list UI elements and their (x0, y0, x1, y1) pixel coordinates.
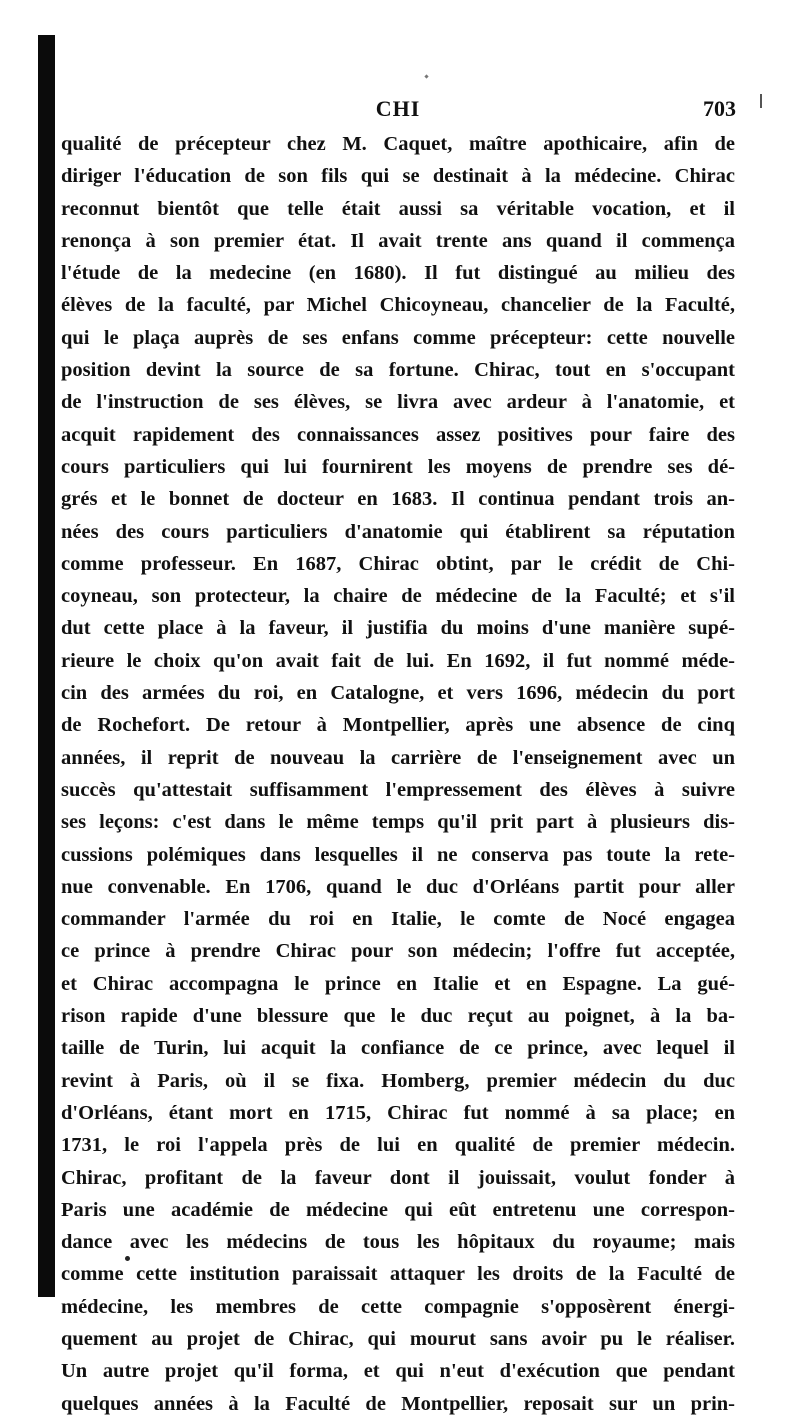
page-header (60, 96, 736, 126)
print-speck (424, 74, 428, 78)
text-line: élèves de la faculté, par Michel Chicoyneau, chancelier de la Faculté, (61, 294, 735, 317)
text-line: nue convenable. En 1706, quand le duc d'Orléans partit pour aller (61, 875, 735, 898)
text-line: commander l'armée du roi en Italie, le comte de Nocé engagea (61, 908, 735, 931)
text-line: acquit rapidement des connaissances assez positives pour faire des (61, 423, 735, 446)
text-line: dance avec les médecins de tous les hôpitaux du royaume; mais (61, 1231, 735, 1254)
text-line: rison rapide d'une blessure que le duc reçut au poignet, à la ba- (61, 1005, 735, 1028)
text-line: succès qu'attestait suffisamment l'empressement des élèves à suivre (61, 778, 735, 801)
text-line: cin des armées du roi, en Catalogne, et vers 1696, médecin du port (61, 682, 735, 705)
text-line: de Rochefort. De retour à Montpellier, après une absence de cinq (61, 714, 735, 737)
running-head: CHI (375, 96, 421, 121)
binding-edge (38, 35, 55, 1297)
text-line: ses leçons: c'est dans le même temps qu'il prit part à plusieurs dis- (61, 811, 735, 834)
text-line: cours particuliers qui lui fournirent les moyens de prendre ses dé- (61, 455, 735, 478)
text-line: cussions polémiques dans lesquelles il ne conserva pas toute la rete- (61, 843, 735, 866)
text-line: quelques années à la Faculté de Montpellier, reposait sur un prin- (61, 1392, 735, 1415)
text-line: comme cette institution paraissait attaquer les droits de la Faculté de (61, 1263, 735, 1286)
text-line: taille de Turin, lui acquit la confiance de ce prince, avec lequel il (61, 1037, 735, 1060)
text-line: Paris une académie de médecine qui eût entretenu une correspon- (61, 1198, 735, 1221)
text-line: dut cette place à la faveur, il justifia du moins d'une manière supé- (61, 617, 735, 640)
text-line: Chirac, profitant de la faveur dont il jouissait, voulut fonder à (61, 1166, 735, 1189)
text-line: d'Orléans, étant mort en 1715, Chirac fut nommé à sa place; en (61, 1101, 735, 1124)
text-line: qui le plaça auprès de ses enfans comme précepteur: cette nouvelle (61, 326, 735, 349)
text-line: nées des cours particuliers d'anatomie qui établirent sa réputation (61, 520, 735, 543)
text-line: comme professeur. En 1687, Chirac obtint, par le crédit de Chi- (61, 552, 735, 575)
text-line: années, il reprit de nouveau la carrière de l'enseignement avec un (61, 746, 735, 769)
text-line: et Chirac accompagna le prince en Italie et en Espagne. La gué- (61, 972, 735, 995)
margin-mark (760, 94, 762, 108)
text-line: position devint la source de sa fortune. Chirac, tout en s'occupant (61, 359, 735, 382)
text-line: renonça à son premier état. Il avait trente ans quand il commença (61, 229, 735, 252)
text-line: médecine, les membres de cette compagnie s'opposèrent énergi- (61, 1295, 735, 1318)
text-line: diriger l'éducation de son fils qui se destinait à la médecine. Chirac (61, 165, 735, 188)
text-line: qualité de précepteur chez M. Caquet, maître apothicaire, afin de (61, 133, 735, 155)
text-line: grés et le bonnet de docteur en 1683. Il continua pendant trois an- (61, 488, 735, 511)
text-line: revint à Paris, où il se fixa. Homberg, premier médecin du duc (61, 1069, 735, 1092)
body-text (61, 128, 735, 1420)
text-line: reconnut bientôt que telle était aussi sa véritable vocation, et il (61, 197, 735, 220)
text-line: rieure le choix qu'on avait fait de lui. En 1692, il fut nommé méde- (61, 649, 735, 672)
text-line: Un autre projet qu'il forma, et qui n'eut d'exécution que pendant (61, 1360, 735, 1383)
page-number: 703 (703, 96, 736, 121)
text-line: de l'instruction de ses élèves, se livra avec ardeur à l'anatomie, et (61, 391, 735, 414)
text-line: quement au projet de Chirac, qui mourut sans avoir pu le réaliser. (61, 1327, 735, 1350)
ink-dot (125, 1256, 130, 1261)
text-line: 1731, le roi l'appela près de lui en qualité de premier médecin. (61, 1134, 735, 1157)
text-line: coyneau, son protecteur, la chaire de médecine de la Faculté; et s'il (61, 585, 735, 608)
text-line: ce prince à prendre Chirac pour son médecin; l'offre fut acceptée, (61, 940, 735, 963)
text-line: l'étude de la medecine (en 1680). Il fut distingué au milieu des (61, 262, 735, 285)
